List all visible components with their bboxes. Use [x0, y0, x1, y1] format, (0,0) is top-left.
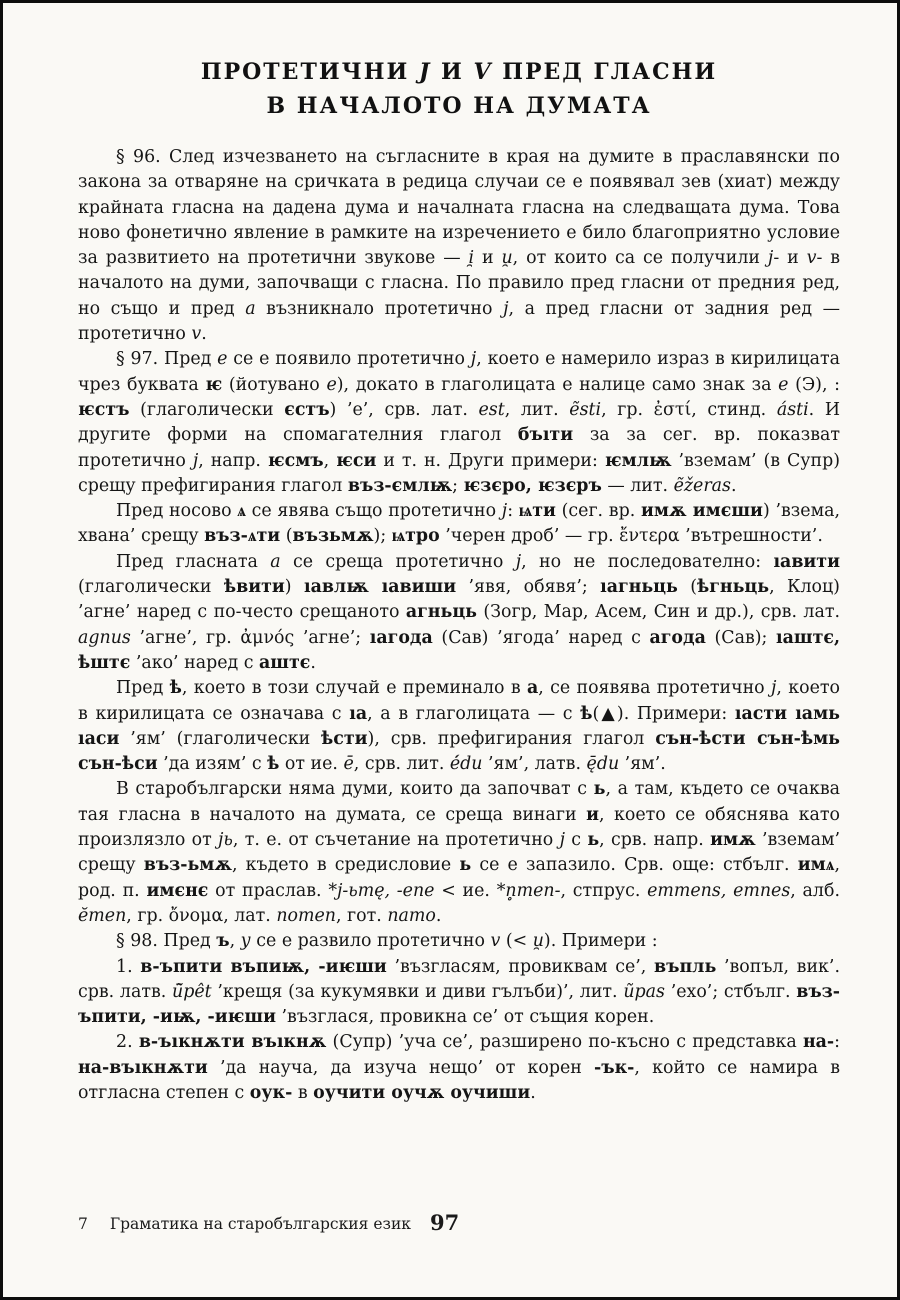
paragraph-97: § 97. Пред е се е появило протетично j, което е намерило израз в кирилицата чрез буквата ѥ (йотувано е), докато в глаголицата е налице само знак за е (Э), : ѥстъ (глаголически єстъ) ’е’, срв. лат. est, лит. ẽsti, гр. ἐστί, стинд. ásti. И другите форми на спомагателния глагол бъıти за за сег. вр. показват протетично j, напр. ѥсмъ, ѥси и т. н. Други примери: ѥмлѭ ’вземам’ (в Супр) срещу префигирания глагол въз-ємлѭ; ѥзєро, ѥзєръ — лит. ẽžeras.	[78, 349, 841, 496]
paragraph-98-item-1: 1. в-ъпити въпиѭ, -иѥши ’възгласям, провиквам се’, въпль ’вопъл, вик’. срв. латв. ū̃pêt ’крещя (за кукумявки и диви гълъби)’, лит. ũpas ’ехо’; стбълг. въз-ъпити, -иѭ, -иѥши ’възглася, провикна се’ от същия корен.	[78, 956, 840, 1028]
footer-edition-number: 7	[78, 1215, 88, 1233]
page-footer	[78, 1210, 840, 1235]
paragraph-98-item-2: 2. в-ъıкнѫти въıкнѫ (Супр) ’уча се’, разширено по-късно с представка на-: на-въıкнѫти ’да науча, да изуча нещо’ от корен -ък-, който се намира в отгласна степен с оук- в оучити оучѫ оучиши.	[78, 1032, 841, 1103]
title-line-2: В НАЧАЛОТО НА ДУМАТА	[266, 93, 652, 119]
page-title	[78, 55, 840, 123]
paragraph-nasal-e: Пред носово ѧ се явява също протетично j: ѩти (сег. вр. имѫ имєши) ’взема, хвана’ срещу въз-ѧти (възьмѫ); ѩтро ’черен дроб’ — гр. ἔντερα ’вътрешности’.	[78, 501, 840, 547]
paragraph-yat: Пред ѣ, което в този случай е преминало в а, се появява протетично j, което в кирилицата се означава с ıа, а в глаголицата — с ѣ(▲). Примери: ıасти ıамь ıаси ’ям’ (глаголически ѣсти), срв. префигирания глагол сън-ѣсти сън-ѣмь сън-ѣси ’да изям’ с ѣ от ие. ē, срв. лит. ė́du ’ям’, латв. ę̄du ’ям’.	[78, 678, 840, 775]
title-line-1: ПРОТЕТИЧНИ J И V ПРЕД ГЛАСНИ	[200, 59, 718, 85]
paragraph-vowel-a: Пред гласната а се среща протетично j, но не последователно: ıавити (глаголически ѣвити) ıавлѭ ıавиши ’явя, обявя’; ıагньць (ѣгньць, Клоц) ’агне’ наред с по-често срещаното агньць (Зогр, Мар, Асем, Син и др.), срв. лат. agnus ’агне’, гр. ἀμνός ’агне’; ıагода (Сав) ’ягода’ наред с агода (Сав); ıаштє, ѣштє ’ако’ наред с аштє.	[78, 551, 840, 673]
body-text	[78, 145, 840, 1106]
paragraph-96: § 96. След изчезването на съгласните в края на думите в праславянски по закона за отваряне на сричката в редица случаи се е появявал зев (хиат) между крайната гласна на дадена дума и началната гласна на следващата дума. Това ново фонетично явление в рамките на изречението е било благоприятно условие за развитието на протетични звукове — i̯ и u̯, от които са се получили j- и v- в началото на думи, започващи с гласна. По правило пред гласни от предния ред, но също и пред а възникнало протетично j, а пред гласни от задния ред — протетично v.	[78, 147, 841, 345]
paragraph-soft-er: В старобългарски няма думи, които да започват с ь, а там, където се очаква тая гласна в началото на думата, се среща винаги и, което се обяснява като произлязло от jь, т. е. от съчетание на протетично j с ь, срв. напр. имѫ ’вземам’ срещу въз-ьмѫ, където в средисловие ь се е запазило. Срв. още: стбълг. имѧ, род. п. имєнє от праслав. *j-ьmę, -ene < ие. *n̥men-, стпрус. emmens, emnes, алб. ĕmen, гр. ὄνομα, лат. nomen, гот. namo.	[78, 779, 841, 926]
footer-book-title: Граматика на старобългарския език	[109, 1215, 411, 1233]
paragraph-98-intro: § 98. Пред ъ, у се е развило протетично v (< u̯). Примери :	[116, 931, 658, 952]
text-block	[78, 55, 840, 1106]
page-number: 97	[430, 1210, 460, 1235]
